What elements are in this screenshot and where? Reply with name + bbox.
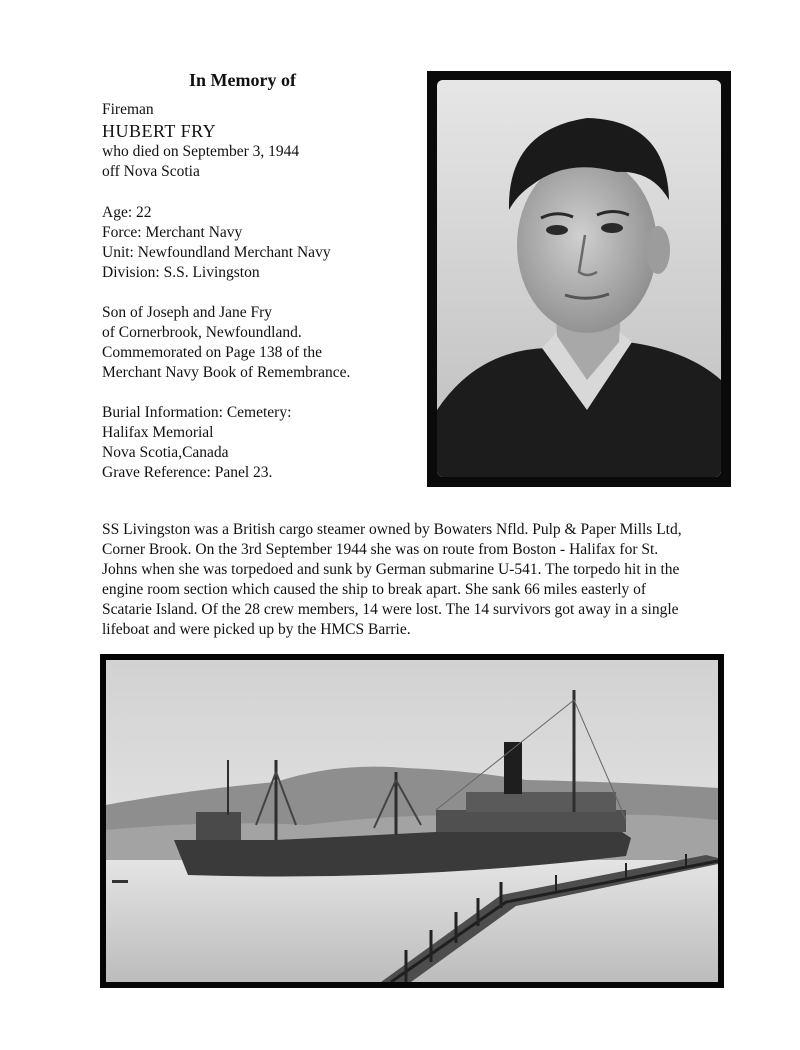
division: Division: S.S. Livingston [102,264,260,281]
burial-line-3: Nova Scotia,Canada [102,444,229,461]
family-line-4: Merchant Navy Book of Remembrance. [102,364,351,381]
death-date: who died on September 3, 1944 [102,143,300,160]
history-line: Corner Brook. On the 3rd September 1944 she was on route from Boston - Halifax for St. [102,541,659,558]
family-line-1: Son of Joseph and Jane Fry [102,304,273,321]
burial-line-2: Halifax Memorial [102,424,214,441]
history-line: SS Livingston was a British cargo steamer owned by Bowaters Nfld. Pulp & Paper Mills Ltd, [102,521,682,538]
ship-photo [106,660,718,982]
person-name: HUBERT FRY [102,121,217,141]
age: Age: 22 [102,204,152,221]
history-line: lifeboat and were picked up by the HMCS Barrie. [102,621,411,638]
history-line: engine room section which caused the ship to break apart. She sank 66 miles easterly of [102,581,647,598]
portrait-frame [427,71,731,487]
portrait-illustration [437,80,721,477]
burial-details [102,403,291,483]
family-line-2: of Cornerbrook, Newfoundland. [102,324,302,341]
rank: Fireman [102,101,154,118]
family-details [102,303,350,383]
family-line-3: Commemorated on Page 138 of the [102,344,322,361]
memorial-heading: In Memory of [189,70,296,90]
unit: Unit: Newfoundland Merchant Navy [102,244,331,261]
history-line: Johns when she was torpedoed and sunk by German submarine U-541. The torpedo hit in the [102,561,680,578]
burial-line-4: Grave Reference: Panel 23. [102,464,273,481]
burial-line-1: Burial Information: Cemetery: [102,404,292,421]
force: Force: Merchant Navy [102,224,243,241]
memorial-identity [102,100,299,182]
ship-photo-frame [100,654,724,988]
history-line: Scatarie Island. Of the 28 crew members, 14 were lost. The 14 survivors got away in a single [102,601,679,618]
service-details [102,203,331,283]
ship-illustration [106,660,718,982]
death-location: off Nova Scotia [102,163,200,180]
history-paragraph [102,520,742,640]
portrait-photo [437,80,721,477]
